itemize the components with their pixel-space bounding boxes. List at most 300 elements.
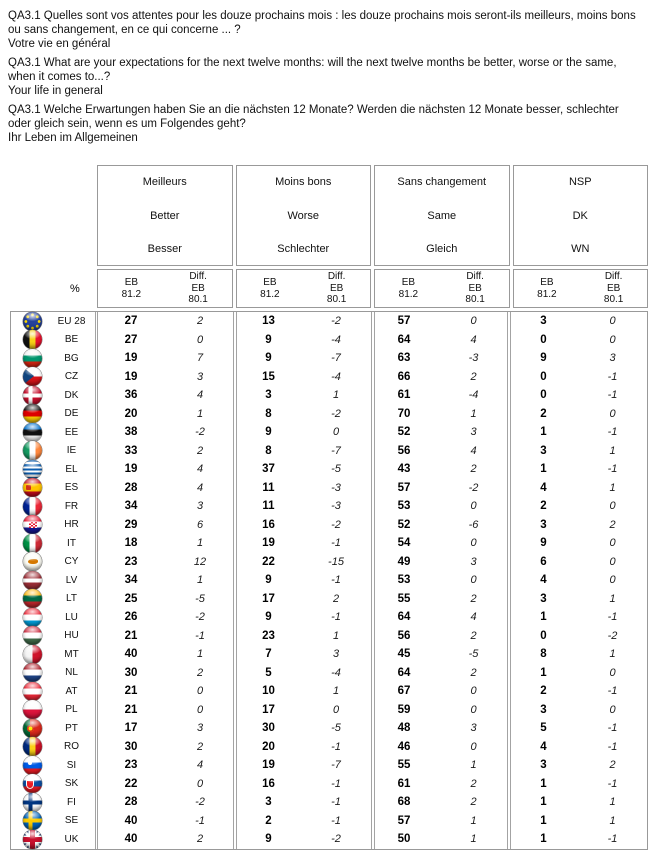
column-separator [97,312,98,849]
el-flag-icon [23,460,42,479]
lu-flag-icon [23,608,42,627]
diff-value: -2 [468,481,479,494]
question-en-subject: Your life in general [8,85,103,97]
column-separator [510,312,511,849]
question-fr-text: QA3.1 Quelles sont vos attentes pour les douze prochains mois : les douze prochains mois seront-ils meilleurs, moins bons ou sans changement, en ce qui concerne ... ? [8,10,636,36]
diff-value: -1 [331,574,341,587]
country-label [11,497,97,516]
diff-value: 4 [470,611,477,624]
mt-flag-icon [23,645,42,664]
eb-value: 52 [397,426,411,439]
eb-value: 56 [397,444,411,457]
eb-value: 3 [265,796,272,809]
country-label [11,534,97,553]
country-code: CY [64,556,79,568]
eb-value: 21 [124,629,138,642]
eb-value: 3 [265,389,272,402]
subheader-line: 81.2 [398,288,419,300]
ee-flag-icon [23,423,42,442]
diff-value: 0 [470,574,477,587]
diff-value: 2 [470,796,477,809]
diff-value: 1 [609,796,616,809]
table-row-bg [11,349,647,368]
column-group-header-2 [236,165,372,266]
fi-flag-icon [23,793,42,812]
subheader-eb [375,270,442,307]
table-row-ee [11,423,647,442]
table-row-cz [11,368,647,387]
diff-value: -4 [331,666,341,679]
eb-value: 1 [540,814,547,827]
subheader-line: Diff. [604,271,623,283]
diff-value: 1 [609,592,616,605]
subheader-line: EB [606,282,621,294]
diff-value: -1 [331,537,341,550]
question-en-text: QA3.1 What are your expectations for the next twelve months: will the next twelve months be better, worse or the same, when it comes to...? [8,57,617,83]
question-en [8,56,641,98]
diff-value: 2 [470,629,477,642]
diff-value: -7 [331,759,341,772]
diff-value: 2 [470,592,477,605]
eb-value: 61 [397,389,411,402]
diff-value: 1 [470,814,477,827]
subheader-group-1 [97,269,233,308]
eb-value: 16 [262,518,275,531]
eb-value: 2 [540,685,547,698]
eb-value: 4 [540,574,547,587]
eb-value: 68 [397,796,411,809]
diff-value: -2 [195,426,205,439]
country-code: RO [64,741,79,753]
eb-value: 9 [540,537,547,550]
eb-value: 21 [124,703,138,716]
question-de-subject: Ihr Leben im Allgemeinen [8,132,138,144]
eb-value: 2 [540,500,547,513]
question-fr-subject: Votre vie en général [8,38,111,50]
eb-value: 0 [540,389,547,402]
table-row-eu [11,312,647,331]
eb-value: 1 [540,463,547,476]
column-group-label: NSP [568,176,592,188]
table-row-ro [11,738,647,757]
diff-value: 0 [470,703,477,716]
eb-value: 19 [124,463,138,476]
diff-value: 0 [609,666,616,679]
country-code: SK [64,778,79,790]
country-label [11,590,97,609]
eb-value: 70 [397,407,411,420]
eb-value: 36 [124,389,138,402]
country-label [11,386,97,405]
country-code: PL [65,704,78,716]
question-fr [8,9,641,51]
eb-value: 0 [540,370,547,383]
subheader-group-2 [236,269,372,308]
diff-value: 0 [609,315,616,328]
subheader-groups [70,269,648,308]
diff-value: 1 [196,537,204,550]
diff-value: 0 [609,333,616,346]
subheader-line: 80.1 [326,294,347,306]
subheader-line: EB [329,282,344,294]
diff-value: 7 [196,352,204,365]
country-code: PT [65,722,78,734]
ro-flag-icon [23,737,42,756]
diff-value: -2 [331,407,341,420]
country-label [11,460,97,479]
diff-value: 0 [332,703,340,716]
country-code: SE [64,815,79,827]
percent-label: % [70,282,80,295]
diff-value: -1 [607,722,618,735]
country-code: DK [64,389,79,401]
eb-value: 45 [397,648,411,661]
column-group-label: DK [572,209,588,222]
country-code: LV [65,574,78,586]
eb-value: 19 [262,759,275,772]
eb-value: 9 [265,611,272,624]
eb-value: 53 [397,500,411,513]
ie-flag-icon [23,441,42,460]
column-group-label: Besser [147,243,182,255]
country-label [11,812,97,831]
eb-value: 57 [397,481,411,494]
eb-value: 23 [262,629,275,642]
diff-value: -2 [607,629,618,642]
eb-value: 17 [262,703,275,716]
diff-value: 0 [609,703,616,716]
eb-value: 55 [397,592,411,605]
eb-value: 49 [397,555,411,568]
diff-value: -1 [195,814,205,827]
diff-value: 2 [470,463,477,476]
column-separator [371,312,372,849]
question-de [8,103,641,145]
country-code: HR [64,519,79,531]
table-row-pl [11,701,647,720]
es-flag-icon [23,478,42,497]
eb-value: 9 [265,574,272,587]
country-label [11,553,97,572]
eb-value: 37 [262,463,275,476]
cy-flag-icon [23,552,42,571]
eb-value: 3 [540,315,547,328]
eb-value: 4 [540,740,547,753]
diff-value: 4 [470,444,477,457]
diff-value: 0 [470,315,477,328]
eb-value: 19 [262,537,275,550]
eb-value: 17 [262,592,275,605]
country-label [11,349,97,368]
country-code: FI [67,796,76,808]
subheader-group-3 [374,269,510,308]
country-code: SI [66,759,77,771]
subheader-line: 81.2 [260,288,280,300]
column-group-label: Worse [287,209,320,222]
table-row-fr [11,497,647,516]
results-table [0,165,650,850]
se-flag-icon [23,811,42,830]
table-row-sk [11,775,647,794]
eb-value: 2 [540,407,547,420]
subheader-line: 80.1 [465,294,485,306]
country-label [11,738,97,757]
eb-value: 1 [540,796,547,809]
diff-value: -5 [468,648,479,661]
table-row-be [11,331,647,350]
column-group-label: Schlechter [277,243,330,255]
subheader-line: EB [124,277,139,288]
eb-value: 0 [540,333,547,346]
country-code: EU 28 [57,315,86,327]
diff-value: -2 [331,833,341,846]
eb-value: 57 [397,315,411,328]
si-flag-icon [23,756,42,775]
diff-value: -1 [607,740,618,753]
diff-value: 0 [609,537,616,550]
eb-value: 22 [124,777,138,790]
pt-flag-icon [23,719,42,738]
diff-value: 2 [196,740,204,753]
diff-value: 0 [470,537,477,550]
subheader-group-4 [513,269,649,308]
eb-value: 53 [397,574,411,587]
country-label [11,608,97,627]
column-group-label: Better [150,209,180,222]
diff-value: 4 [196,481,204,494]
eb-value: 6 [540,555,547,568]
diff-value: -1 [195,629,205,642]
eb-value: 1 [540,611,547,624]
eb-value: 9 [540,352,547,365]
country-label [11,331,97,350]
country-label [11,719,97,738]
diff-value: -4 [468,389,479,402]
country-label [11,701,97,720]
diff-value: -5 [195,592,205,605]
diff-value: 1 [470,759,477,772]
country-label [11,442,97,461]
eb-value: 20 [262,740,275,753]
de-flag-icon [23,404,42,423]
diff-value: -1 [607,389,618,402]
pl-flag-icon [23,700,42,719]
diff-value: 0 [609,555,616,568]
diff-value: -6 [468,518,479,531]
eb-value: 21 [124,685,138,698]
eb-value: 27 [124,333,138,346]
diff-value: 0 [196,685,204,698]
eb-value: 28 [124,796,138,809]
country-code: DE [64,408,79,420]
eb-value: 64 [397,666,411,679]
diff-value: 3 [470,426,477,439]
eu-flag-icon [23,312,42,331]
dk-flag-icon [23,386,42,405]
column-group-header-4 [513,165,649,266]
eb-value: 59 [397,703,411,716]
eb-value: 33 [124,444,138,457]
eb-value: 25 [124,592,138,605]
table-row-lv [11,571,647,590]
eb-value: 15 [262,370,275,383]
diff-value: -1 [331,777,341,790]
diff-value: -3 [331,500,341,513]
country-code: EE [64,426,79,438]
diff-value: 2 [332,592,340,605]
diff-value: 2 [470,777,477,790]
diff-value: 3 [470,555,477,568]
eb-value: 19 [124,370,138,383]
eb-value: 3 [540,444,547,457]
eb-value: 11 [262,481,275,494]
eb-value: 30 [262,722,275,735]
diff-value: -2 [195,611,205,624]
diff-value: -1 [607,833,618,846]
country-label [11,756,97,775]
diff-value: 3 [470,722,477,735]
diff-value: 6 [196,518,204,531]
country-label [11,516,97,535]
subheader-line: Diff. [189,271,207,283]
country-label [11,405,97,424]
country-label [11,479,97,498]
table-row-ie [11,442,647,461]
eb-value: 13 [262,315,275,328]
diff-value: -5 [331,722,341,735]
sk-flag-icon [23,774,42,793]
country-code: UK [64,833,79,845]
country-label [11,627,97,646]
diff-value: -4 [331,333,341,346]
diff-value: 0 [332,426,340,439]
diff-value: 0 [470,685,477,698]
subheader-line: EB [468,282,482,294]
diff-value: -1 [607,685,618,698]
eb-value: 4 [540,481,547,494]
diff-value: 3 [609,352,616,365]
lv-flag-icon [23,571,42,590]
diff-value: 3 [196,370,204,383]
eb-value: 1 [540,777,547,790]
table-row-de [11,405,647,424]
table-row-mt [11,645,647,664]
it-flag-icon [23,534,42,553]
diff-value: -7 [331,444,341,457]
diff-value: 2 [196,444,204,457]
country-code: EL [65,463,78,475]
eb-value: 55 [397,759,411,772]
eb-value: 9 [265,426,272,439]
column-separator [374,312,375,849]
eb-value: 63 [397,352,411,365]
diff-value: 0 [609,407,616,420]
table-row-at [11,682,647,701]
country-code: NL [65,667,78,679]
diff-value: -7 [331,352,341,365]
diff-value: 12 [193,555,207,568]
bg-flag-icon [23,349,42,368]
diff-value: -3 [468,352,479,365]
column-group-label: Sans changement [397,176,487,188]
eb-value: 66 [397,370,411,383]
country-code: CZ [64,371,79,383]
diff-value: 0 [470,500,477,513]
table-row-se [11,812,647,831]
diff-value: -1 [607,777,618,790]
eb-value: 34 [124,500,138,513]
diff-value: 1 [609,814,616,827]
diff-value: 2 [196,666,204,679]
eb-value: 50 [397,833,411,846]
diff-value: 4 [470,333,477,346]
eb-value: 2 [265,814,272,827]
table-row-it [11,534,647,553]
eb-value: 1 [540,666,547,679]
diff-value: -1 [607,611,618,624]
country-code: LU [65,611,78,623]
column-group-header-3 [374,165,510,266]
eb-value: 5 [265,666,272,679]
eb-value: 17 [124,722,138,735]
country-code: LT [66,593,77,605]
eb-value: 3 [540,518,547,531]
table-row-hr [11,516,647,535]
country-label [11,664,97,683]
eb-value: 0 [540,629,547,642]
diff-value: 2 [470,666,477,679]
eb-value: 7 [265,648,272,661]
table-row-uk [11,830,647,849]
table-row-lt [11,590,647,609]
country-code: IE [66,445,77,457]
diff-value: -1 [331,814,341,827]
subheader-line: 80.1 [188,294,208,306]
diff-value: 0 [196,703,204,716]
subheader-line: EB [263,277,277,288]
eb-value: 27 [124,315,138,328]
subheader-diff [165,270,232,307]
eb-value: 8 [540,648,547,661]
country-code: ES [64,482,79,494]
column-separator [233,312,234,849]
diff-value: 0 [196,777,204,790]
question-de-text: QA3.1 Welche Erwartungen haben Sie an die nächsten 12 Monate? Werden die nächsten 12 Monate besser, schlechter oder gleich sein, wenn es um Folgendes geht? [8,104,619,130]
diff-value: 2 [196,833,204,846]
eb-value: 23 [124,555,138,568]
diff-value: -3 [331,481,341,494]
diff-value: 1 [609,481,616,494]
diff-value: -1 [607,370,618,383]
header-groups [97,165,648,266]
table-row-es [11,479,647,498]
column-group-header-1 [97,165,233,266]
eb-value: 23 [124,759,138,772]
subheader-line: EB [401,277,416,288]
subheader-line: EB [191,282,205,294]
subheader-eb [98,270,165,307]
diff-value: 2 [196,315,204,328]
diff-value: 4 [196,759,204,772]
table-row-hu [11,627,647,646]
diff-value: 0 [609,500,616,513]
diff-value: -1 [331,740,341,753]
diff-value: 1 [196,574,204,587]
table-row-lu [11,608,647,627]
eb-value: 9 [265,333,272,346]
diff-value: 3 [196,722,204,735]
eb-value: 64 [397,333,411,346]
